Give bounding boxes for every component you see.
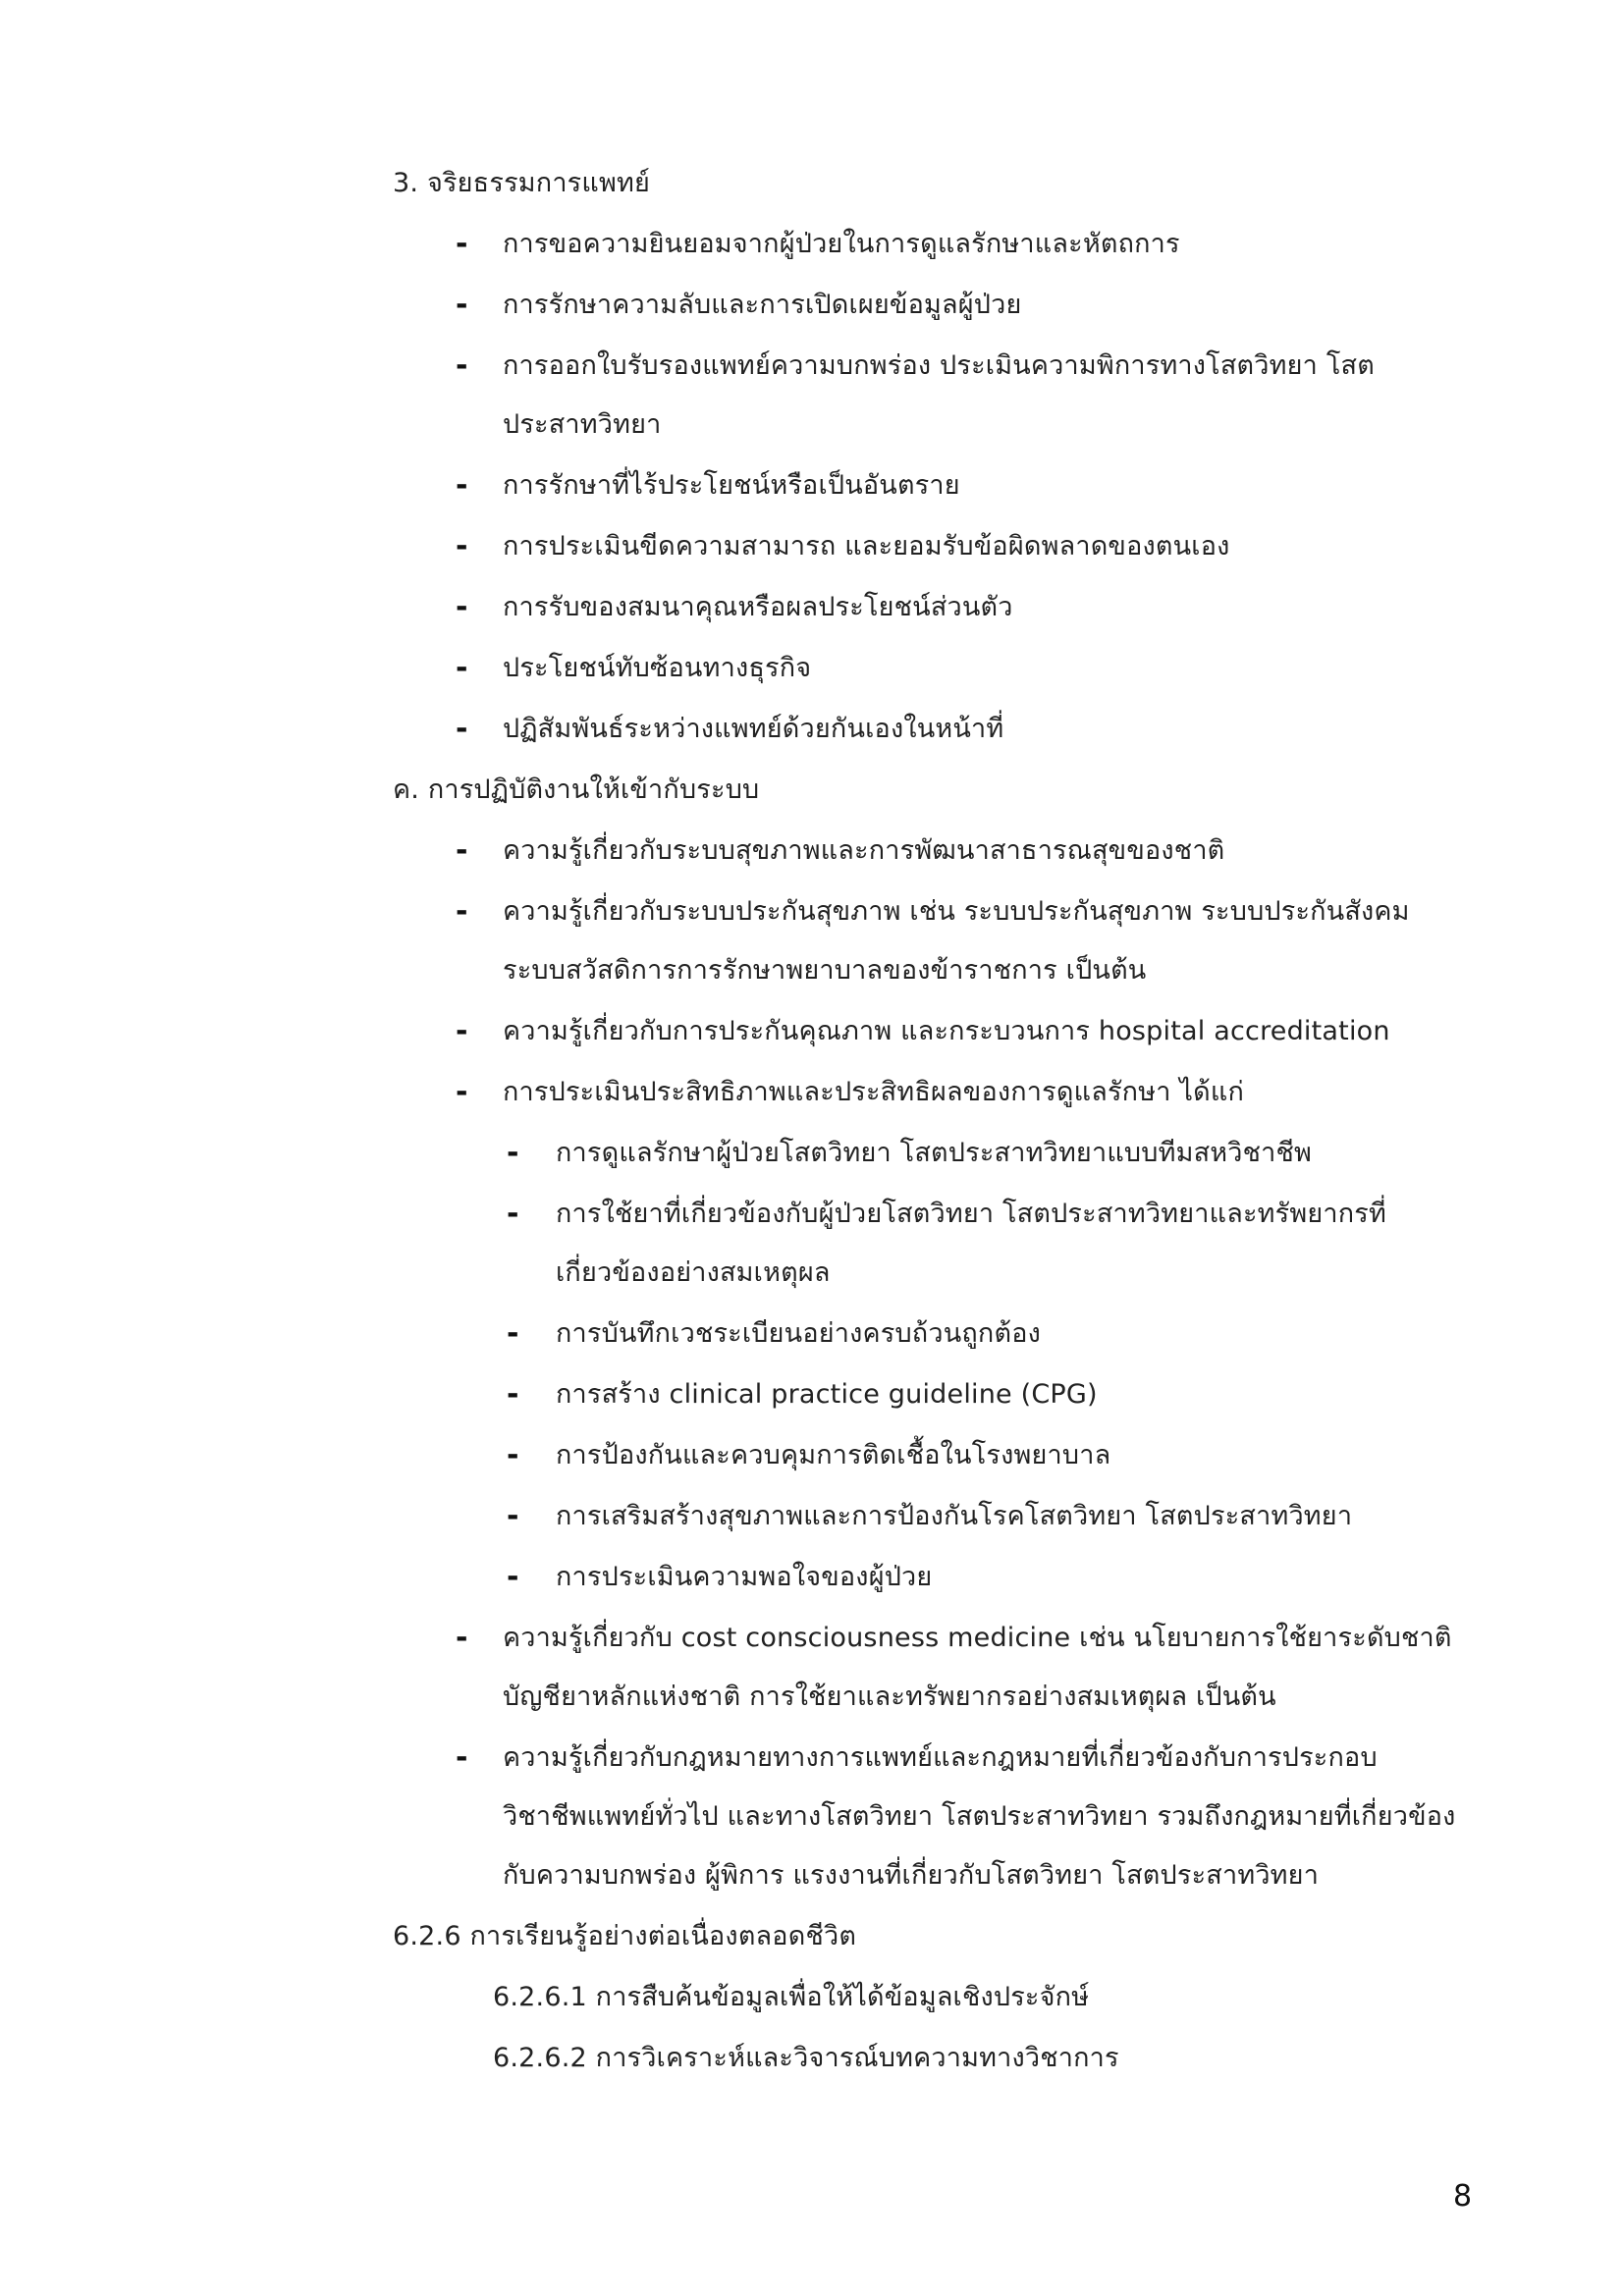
bullet-dash: - [456, 590, 468, 624]
list-item: การรับของสมนาคุณหรือผลประโยชน์ส่วนตัว [503, 592, 1013, 622]
list-item: การออกใบรับรองแพทย์ความบกพร่อง ประเมินความพิการทางโสตวิทยา โสต [503, 350, 1375, 381]
bullet-dash: - [507, 1316, 519, 1351]
bullet-dash: - [456, 894, 468, 929]
sub-list-item: การประเมินความพอใจของผู้ป่วย [556, 1562, 933, 1592]
list-item: ความรู้เกี่ยวกับระบบประกันสุขภาพ เช่น ระบบประกันสุขภาพ ระบบประกันสังคม [503, 896, 1410, 927]
bullet-dash: - [507, 1197, 519, 1231]
list-item-continuation: ระบบสวัสดิการการรักษาพยาบาลของข้าราชการ เป็นต้น [503, 955, 1147, 986]
list-item: การประเมินขีดความสามารถ และยอมรับข้อผิดพลาดของตนเอง [503, 531, 1230, 561]
bullet-dash: - [507, 1377, 519, 1412]
heading-system-based-practice: ค. การปฏิบัติงานให้เข้ากับระบบ [393, 774, 760, 805]
bullet-dash: - [507, 1499, 519, 1533]
sub-list-item-continuation: เกี่ยวข้องอย่างสมเหตุผล [556, 1257, 831, 1288]
bullet-dash: - [507, 1136, 519, 1170]
list-item-continuation: ประสาทวิทยา [503, 409, 662, 440]
heading-medical-ethics: 3. จริยธรรมการแพทย์ [393, 168, 650, 198]
list-item: ปฏิสัมพันธ์ระหว่างแพทย์ด้วยกันเองในหน้าที่ [503, 714, 1004, 744]
list-item-continuation: กับความบกพร่อง ผู้พิการ แรงงานที่เกี่ยวกับโสตวิทยา โสตประสาทวิทยา [503, 1860, 1320, 1891]
bullet-dash: - [456, 529, 468, 563]
sub-list-item: การเสริมสร้างสุขภาพและการป้องกันโรคโสตวิทยา โสตประสาทวิทยา [556, 1501, 1353, 1531]
sub-list-item: การดูแลรักษาผู้ป่วยโสตวิทยา โสตประสาทวิทยาแบบทีมสหวิชาชีพ [556, 1138, 1313, 1168]
heading-lifelong-learning: 6.2.6 การเรียนรู้อย่างต่อเนื่องตลอดชีวิต [393, 1921, 857, 1951]
bullet-dash: - [456, 227, 468, 261]
bullet-dash: - [456, 1075, 468, 1109]
sub-list-item: การบันทึกเวชระเบียนอย่างครบถ้วนถูกต้อง [556, 1318, 1041, 1349]
list-item: ความรู้เกี่ยวกับระบบสุขภาพและการพัฒนาสาธารณสุขของชาติ [503, 835, 1225, 866]
sub-list-item: การใช้ยาที่เกี่ยวข้องกับผู้ป่วยโสตวิทยา โสตประสาทวิทยาและทรัพยากรที่ [556, 1199, 1386, 1229]
list-item: การรักษาความลับและการเปิดเผยข้อมูลผู้ป่วย [503, 290, 1022, 320]
list-item: การขอความยินยอมจากผู้ป่วยในการดูแลรักษาและหัตถการ [503, 229, 1180, 259]
bullet-dash: - [456, 468, 468, 503]
numbered-item: 6.2.6.1 การสืบค้นข้อมูลเพื่อให้ได้ข้อมูลเชิงประจักษ์ [493, 1982, 1090, 2012]
bullet-dash: - [456, 1740, 468, 1775]
list-item: ประโยชน์ทับซ้อนทางธุรกิจ [503, 653, 812, 683]
sub-list-item: การป้องกันและควบคุมการติดเชื้อในโรงพยาบาล [556, 1440, 1111, 1470]
sub-list-item: การสร้าง clinical practice guideline (CPG) [556, 1379, 1098, 1410]
bullet-dash: - [456, 348, 468, 383]
list-item-continuation: บัญชียาหลักแห่งชาติ การใช้ยาและทรัพยากรอย่างสมเหตุผล เป็นต้น [503, 1682, 1276, 1712]
list-item-continuation: วิชาชีพแพทย์ทั่วไป และทางโสตวิทยา โสตประสาทวิทยา รวมถึงกฎหมายที่เกี่ยวข้อง [503, 1801, 1456, 1832]
list-item: การประเมินประสิทธิภาพและประสิทธิผลของการดูแลรักษา ได้แก่ [503, 1077, 1245, 1107]
bullet-dash: - [507, 1560, 519, 1594]
list-item: ความรู้เกี่ยวกับ cost consciousness medicine เช่น นโยบายการใช้ยาระดับชาติ [503, 1623, 1452, 1653]
bullet-dash: - [456, 1621, 468, 1655]
bullet-dash: - [456, 833, 468, 868]
bullet-dash: - [507, 1438, 519, 1472]
numbered-item: 6.2.6.2 การวิเคราะห์และวิจารณ์บทความทางวิชาการ [493, 2043, 1119, 2073]
bullet-dash: - [456, 1014, 468, 1048]
bullet-dash: - [456, 288, 468, 322]
list-item: การรักษาที่ไร้ประโยชน์หรือเป็นอันตราย [503, 470, 960, 501]
list-item: ความรู้เกี่ยวกับการประกันคุณภาพ และกระบวนการ hospital accreditation [503, 1016, 1390, 1046]
list-item: ความรู้เกี่ยวกับกฎหมายทางการแพทย์และกฎหมายที่เกี่ยวข้องกับการประกอบ [503, 1742, 1378, 1773]
page-number: 8 [1453, 2179, 1473, 2214]
bullet-dash: - [456, 651, 468, 685]
bullet-dash: - [456, 712, 468, 746]
